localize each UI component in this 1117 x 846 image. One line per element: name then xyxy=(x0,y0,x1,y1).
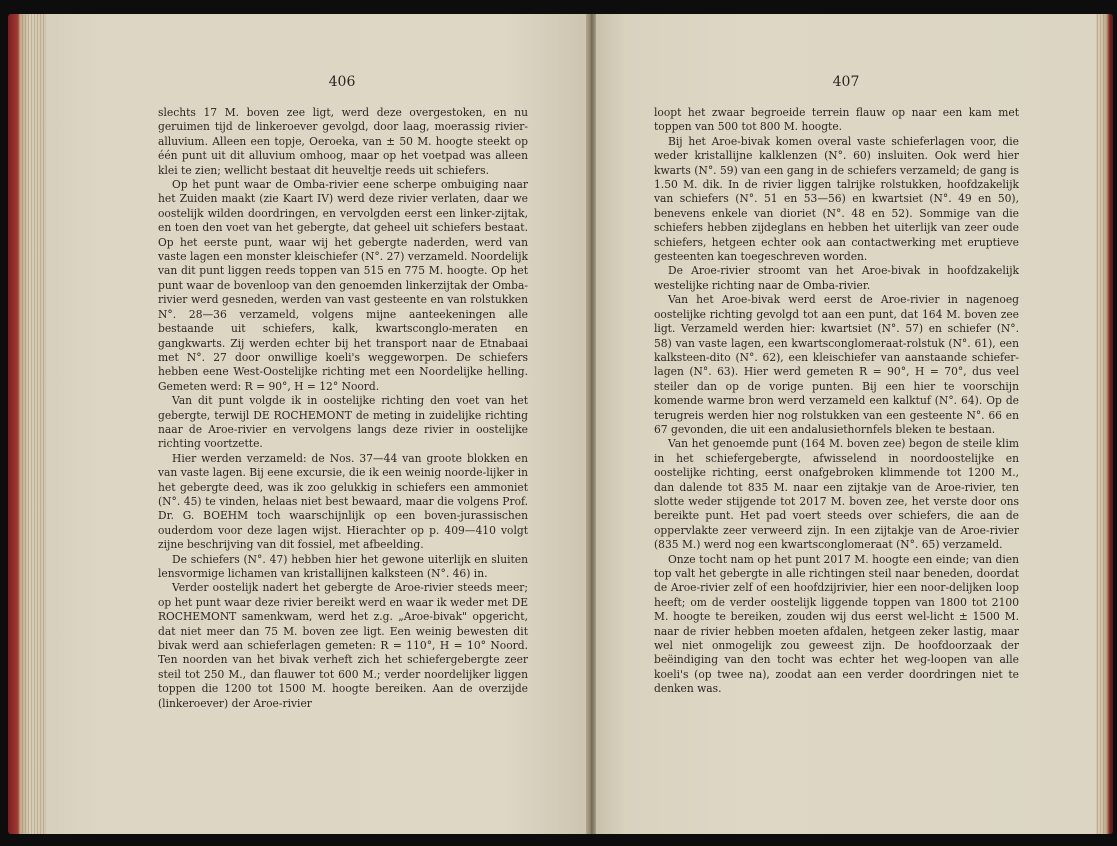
paragraph: Hier werden verzameld: de Nos. 37—44 van groote blokken en van vaste lagen. Bij eene excursie, die ik een weinig noorde-lijker in het gebergte deed, was ik zoo gelukkig in schiefers een ammoniet (N°. 45) te vinden, helaas niet best bewaard, maar die volgens Prof. Dr. G. BOEHM toch waarschijnlijk op een boven-jurassischen ouderdom voor deze lagen wijst. Hierachter op p. 409—410 volgt zijne beschrijving van dit fossiel, met afbeelding. xyxy=(158,451,528,552)
page-number-left: 406 xyxy=(328,74,356,90)
paragraph: Onze tocht nam op het punt 2017 M. hoogte een einde; van dien top valt het gebergte in alle richtingen steil naar beneden, doordat de Aroe-rivier zelf of een hoofdzijrivier, hier een noor-delijken loop heeft; om de verder oostelijk liggende toppen van 1800 tot 2100 M. hoogte te bereiken, zouden wij dus eerst wel-licht ± 1500 M. naar de rivier hebben moeten afdalen, hetgeen zeker lastig, maar wel niet onmogelijk zou geweest zijn. De hoofdoorzaak der beëindiging van den tocht was echter het weg-loopen van alle koeli's (op twee na), zoodat aan een verder doordringen niet te denken was. xyxy=(654,552,1019,696)
right-page-text xyxy=(654,106,1019,697)
page-number-right: 407 xyxy=(832,74,860,90)
book-gutter xyxy=(586,14,596,834)
paragraph: Van het genoemde punt (164 M. boven zee) begon de steile klim in het schiefergebergte, afwisselend in noordoostelijke en oostelijke richting, eerst onafgebroken klimmende tot 1200 M., dan dalende tot 835 M. naar een zijtakje van de Aroe-rivier, ten slotte weder stijgende tot 2017 M. boven zee, het verste door ons bereikte punt. Het pad voert steeds over schiefers, die aan de oppervlakte zeer verweerd zijn. In een zijtakje van de Aroe-rivier (835 M.) werd nog een kwartsconglomeraat (N°. 65) verzameld. xyxy=(654,437,1019,552)
paragraph: slechts 17 M. boven zee ligt, werd deze overgestoken, en nu geruimen tijd de linkeroever gevolgd, door laag, moerassig rivier-alluvium. Alleen een topje, Oeroeka, van ± 50 M. hoogte steekt op één punt uit dit alluvium omhoog, maar op het voetpad was alleen klei te zien; wellicht bestaat dit heuveltje reeds uit schiefers. xyxy=(158,106,528,177)
left-page xyxy=(46,14,586,834)
paragraph: Verder oostelijk nadert het gebergte de Aroe-rivier steeds meer; op het punt waar deze rivier bereikt werd en waar ik weder met DE ROCHEMONT samenkwam, werd het z.g. „Aroe-bivak" opgericht, dat niet meer dan 75 M. boven zee ligt. Een weinig bewesten dit bivak werd aan schieferlagen gemeten: R = 110°, H = 10° Noord. Ten noorden van het bivak verheft zich het schiefergebergte zeer steil tot 250 M., dan flauwer tot 600 M.; verder noordelijker liggen toppen die 1200 tot 1500 M. hoogte bereiken. Aan de overzijde (linkeroever) der Aroe-rivier xyxy=(158,581,528,710)
paragraph: De Aroe-rivier stroomt van het Aroe-bivak in hoofdzakelijk westelijke richting naar de Omba-rivier. xyxy=(654,264,1019,292)
paragraph: Van dit punt volgde ik in oostelijke richting den voet van het gebergte, terwijl DE ROCHEMONT de meting in zuidelijke richting naar de Aroe-rivier en vervolgens langs deze rivier in oostelijke richting voortzette. xyxy=(158,394,528,451)
paragraph: Van het Aroe-bivak werd eerst de Aroe-rivier in nagenoeg oostelijke richting gevolgd tot aan een punt, dat 164 M. boven zee ligt. Verzameld werden hier: kwartsiet (N°. 57) en schiefer (N°. 58) van vaste lagen, een kwartsconglomeraat-rolstuk (N°. 61), een kalksteen-dito (N°. 62), een kleischiefer van aanstaande schiefer-lagen (N°. 63). Hier werd gemeten R = 90°, H = 70°, dus veel steiler dan op de vorige punten. Bij een hier te voorschijn komende warme bron werd verzameld een kalktuf (N°. 64). Op de terugreis werden hier nog rolstukken van een gesteente N°. 66 en 67 gevonden, die uit een andalusiethornfels bleken te bestaan. xyxy=(654,293,1019,436)
book-edge-left xyxy=(8,14,48,834)
left-page-text xyxy=(158,106,528,711)
paragraph: Bij het Aroe-bivak komen overal vaste schieferlagen voor, die weder kristallijne kalklenzen (N°. 60) insluiten. Ook werd hier kwarts (N°. 59) van een gang in de schiefers verzameld; de gang is 1.50 M. dik. In de rivier liggen talrijke rolstukken, hoofdzakelijk van schiefers (N°. 51 en 53—56) en kwartsiet (N°. 49 en 50), benevens enkele van dioriet (N°. 48 en 52). Sommige van die schiefers hebben zijdeglans en hebben het uiterlijk van zeer oude schiefers, hetgeen echter ook aan contactwerking met eruptieve gesteenten kan toegeschreven worden. xyxy=(654,134,1019,264)
right-page xyxy=(596,14,1096,834)
paragraph: loopt het zwaar begroeide terrein flauw op naar een kam met toppen van 500 tot 800 M. hoogte. xyxy=(654,106,1019,134)
paragraph: De schiefers (N°. 47) hebben hier het gewone uiterlijk en sluiten lensvormige lichamen van kristallijnen kalksteen (N°. 46) in. xyxy=(158,552,528,580)
paragraph: Op het punt waar de Omba-rivier eene scherpe ombuiging naar het Zuiden maakt (zie Kaart IV) werd deze rivier verlaten, daar we oostelijk wilden doordringen, en vervolgden eerst een linker-zijtak, en toen den voet van het gebergte, dat geheel uit schiefers bestaat. Op het eerste punt, waar wij het gebergte naderden, werd van vaste lagen een monster kleischiefer (N°. 27) verzameld. Noordelijk van dit punt liggen reeds toppen van 515 en 775 M. hoogte. Op het punt waar de bovenloop van den genoemden linkerzijtak der Omba-rivier werd gesneden, werden van vast gesteente en van rolstukken N°. 28—36 verzameld, volgens mijne aanteekeningen alle bestaande uit schiefers, kalk, kwartsconglo-meraten en gangkwarts. Zij werden echter bij het transport naar de Etnabaai met N°. 27 door onwillige koeli's weggeworpen. De schiefers hebben eene West-Oostelijke richting met een Noordelijke helling. Gemeten werd: R = 90°, H = 12° Noord. xyxy=(158,178,528,393)
